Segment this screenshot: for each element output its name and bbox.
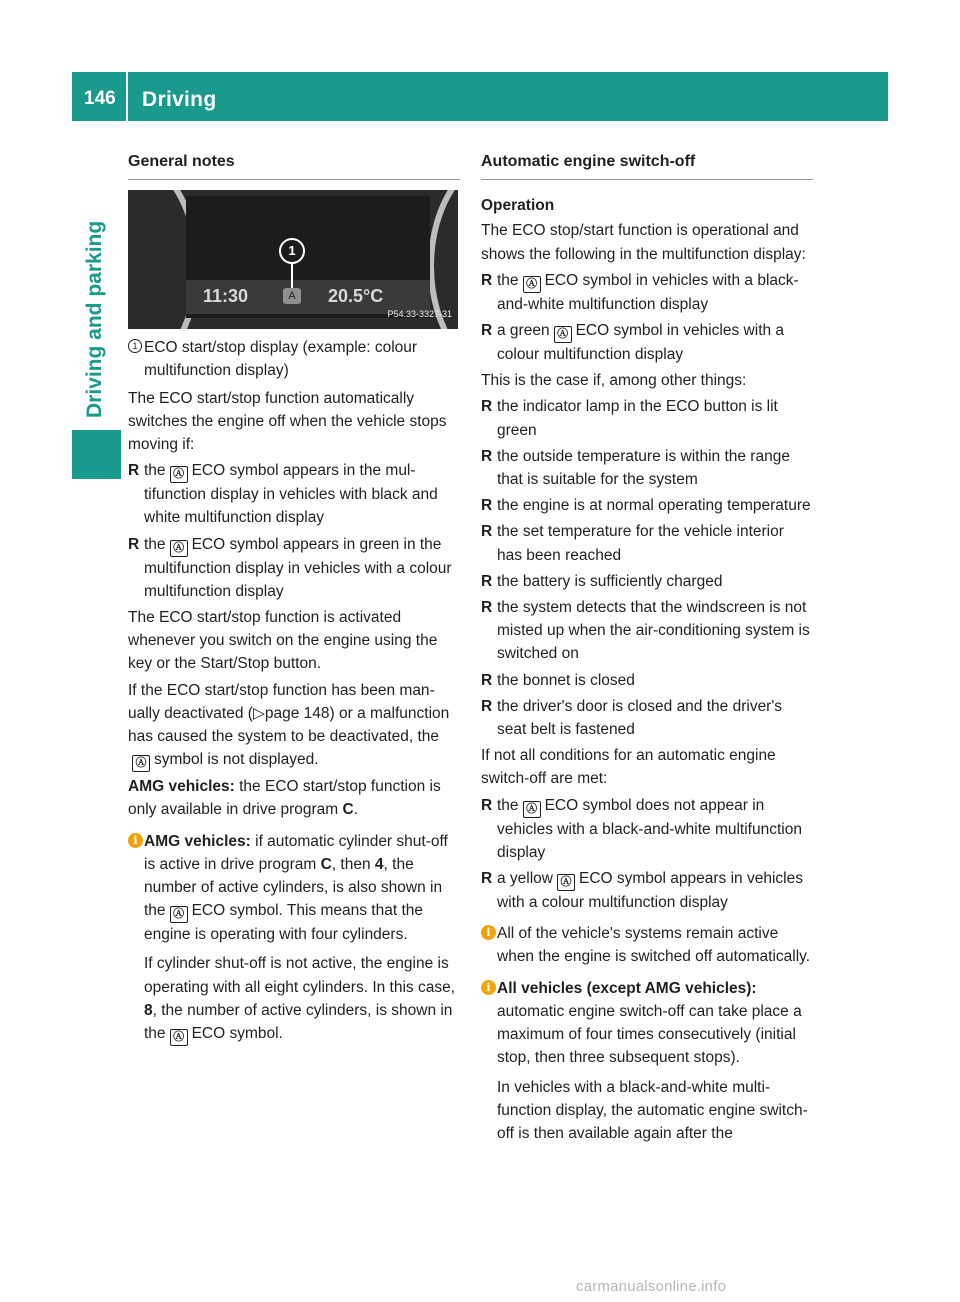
eco-symbol-icon: Ⓐ [170,466,188,483]
amg-paragraph: AMG vehicles: the ECO start/stop function is only available in drive program C. [128,778,441,819]
not-met-intro: If not all conditions for an automatic engine switch-off are met: [481,747,776,788]
list-item: R the battery is sufficiently charged [481,570,813,593]
eco-symbol-icon: Ⓐ [170,1029,188,1046]
caption-text: ECO start/stop display (example: colour multifunction display) [144,339,418,380]
list-item: R a yellow Ⓐ ECO symbol appears in vehicles with a colour multifunction display [481,867,813,914]
info-note-amg: i AMG vehicles: if automatic cylinder shut-off is active in drive program C, then 4, the number of active cylinders, is also shown in the Ⓐ ECO symbol. This means that the engine is operating with four cylinders. If cylinder shut-off is not active, the engine is operating with all eight cylinders. In this case, 8, the number of active cylinders, is shown in the Ⓐ ECO symbol. [128,830,460,1046]
watermark: carmanualsonline.info [576,1278,727,1295]
section-title-automatic-switch-off: Automatic engine switch-off [481,150,813,180]
page-number: 146 [84,88,116,109]
list-item: R the outside temperature is within the range that is suitable for the system [481,445,813,491]
eco-symbol-icon: Ⓐ [170,906,188,923]
operation-intro: The ECO stop/start function is operational and shows the following in the multifunction display: [481,222,806,263]
list-item: R the driver's door is closed and the driver's seat belt is fastened [481,695,813,741]
manual-deactivation-paragraph: If the ECO start/stop function has been manually deactivated (▷page 148) or a malfunction has caused the system to be deactivated, theⒶ symbol is not displayed. [128,679,460,773]
list-item: R the Ⓐ ECO symbol appears in the multifunction display in vehicles with black and white multifunction display [128,459,460,529]
callout-leader-line [291,262,293,288]
page-reference-link[interactable]: page 148) or a malfunction has caused the system to be deactivated, the [128,704,450,746]
list-item: R the indicator lamp in the ECO button is lit green [481,395,813,441]
caption-number-icon: 1 [128,339,142,353]
side-tab-label: Driving and parking [83,220,106,418]
intro-paragraph: The ECO start/stop function automatically switches the engine off when the vehicle stops moving if: [128,389,447,454]
left-column [128,150,460,1052]
eco-symbol-icon: Ⓐ [170,540,188,557]
info-icon: i [128,833,143,848]
eco-symbol-icon: Ⓐ [523,276,541,293]
info-note-all-vehicles: i All vehicles (except AMG vehicles): automatic engine switch-off can take place a maximum of four times consecutively (initial stop, then three subsequent stops). In vehicles with a black-and-white multifunction display, the automatic engine switch-off is then available again after the [481,977,813,1145]
eco-symbol-icon: Ⓐ [557,874,575,891]
list-item: R a green Ⓐ ECO symbol in vehicles with a colour multifunction display [481,319,813,366]
callout-number: 1 [279,238,305,264]
display-temperature: 20.5°C [328,286,384,307]
eco-symbol-icon: A [283,288,301,304]
eco-symbol-icon: Ⓐ [523,801,541,818]
list-item: R the set temperature for the vehicle interior has been reached [481,520,813,566]
operation-heading: Operation [481,197,555,215]
conditions-intro: This is the case if, among other things: [481,372,747,390]
list-item: R the bonnet is closed [481,669,813,692]
page-ref-arrow-icon: ▷ [252,704,265,722]
header-divider [126,72,128,121]
activated-paragraph: The ECO start/stop function is activated whenever you switch on the engine using the key or the Start/Stop button. [128,609,438,673]
info-note-systems-active: i All of the vehicle's systems remain active when the engine is switched off automatically. [481,922,813,968]
photo-caption [128,336,460,382]
list-item: R the Ⓐ ECO symbol appears in green in the multifunction display in vehicles with a colour multifunction display [128,533,460,603]
section-title-general-notes: General notes [128,150,460,180]
photo-reference: P54.33-3327-31 [387,309,452,319]
chapter-title: Driving [142,88,217,111]
list-item: R the Ⓐ ECO symbol does not appear in vehicles with a black-and-white multifunction display [481,794,813,864]
info-icon: i [481,980,496,995]
list-item: R the system detects that the windscreen is not misted up when the air-conditioning system is switched on [481,596,813,666]
right-column [481,150,813,1151]
list-item: R the Ⓐ ECO symbol in vehicles with a black-and-white multifunction display [481,269,813,316]
list-item: R the engine is at normal operating temperature [481,494,813,517]
info-icon: i [481,925,496,940]
display-time: 11:30 [203,286,249,307]
side-tab-block [72,430,121,479]
eco-symbol-icon: Ⓐ [132,755,150,772]
eco-symbol-icon: Ⓐ [554,326,572,343]
eco-display-photo [128,190,458,329]
